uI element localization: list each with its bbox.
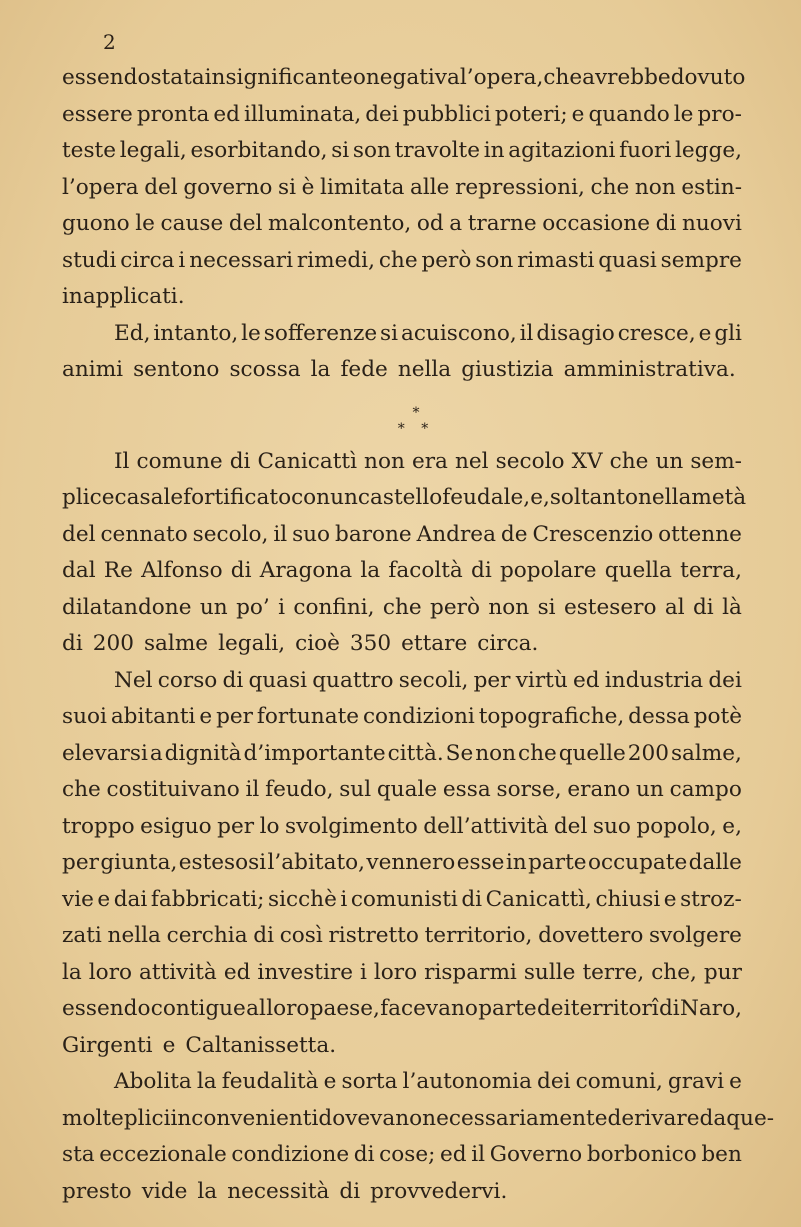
text-section-before <box>62 60 746 389</box>
body-text <box>62 60 775 1210</box>
text-line: essendo contigue al loro paese, facevano parte dei territorî di Naro, <box>62 996 742 1021</box>
text-line: sta eccezionale condizione di cose; ed il Governo borbonico ben <box>62 1142 742 1167</box>
text-line: studi circa i necessari rimedi, che però son rimasti quasi sempre <box>62 247 742 273</box>
text-line: vie e dai fabbricati; sicchè i comunisti di Canicattì, chiusi e stroz- <box>62 886 742 912</box>
text-line: plice casale fortificato con un castello feudale, e, soltanto nella metà <box>62 485 747 510</box>
text-line: teste legali, esorbitando, si son travolte in agitazioni fuori legge, <box>62 138 742 163</box>
text-line: presto vide la necessità di provvedervi. <box>62 1178 508 1204</box>
text-line: dilatandone un po’ i confini, che però non si estesero al di là <box>62 594 742 620</box>
text-line: per giunta, estesosi l’abitato, vennero esse in parte occupate dalle <box>62 850 742 875</box>
paragraph <box>62 444 747 663</box>
text-line: inapplicati. <box>62 284 185 309</box>
text-line: Girgenti e Caltanissetta. <box>62 1032 337 1058</box>
text-line: Abolita la feudalità e sorta l’autonomia dei comuni, gravi e <box>114 1069 742 1094</box>
text-line: essendo stata insignificante o negativa l’opera, che avrebbe dovuto <box>62 65 746 90</box>
text-line: guono le cause del malcontento, od a trarne occasione di nuovi <box>62 211 742 236</box>
text-line: di 200 salme legali, cioè 350 ettare circa. <box>62 631 539 656</box>
text-line: Nel corso di quasi quattro secoli, per virtù ed industria dei <box>114 667 742 693</box>
paragraph <box>62 1064 775 1210</box>
text-line: suoi abitanti e per fortunate condizioni topografiche, dessa potè <box>62 704 742 729</box>
page-number: 2 <box>103 30 116 54</box>
asterism <box>62 389 742 444</box>
text-line: zati nella cerchia di così ristretto territorio, dovettero svolgere <box>62 923 742 948</box>
text-line: la loro attività ed investire i loro risparmi sulle terre, che, pur <box>62 959 742 985</box>
text-line: molteplici inconvenienti dovevano necessariamente derivare da que- <box>62 1105 775 1131</box>
text-line: troppo esiguo per lo svolgimento dell’attività del suo popolo, e, <box>62 813 742 839</box>
text-line: Il comune di Canicattì non era nel secolo XV che un sem- <box>114 448 742 474</box>
asterism-bottom: * * <box>397 420 435 437</box>
paragraph <box>62 663 742 1065</box>
text-line: l’opera del governo si è limitata alle repressioni, che non estin- <box>62 174 742 200</box>
text-line: del cennato secolo, il suo barone Andrea de Crescenzio ottenne <box>62 521 742 547</box>
text-line: animi sentono scossa la fede nella giustizia amministrativa. <box>62 357 736 382</box>
text-line: che costituivano il feudo, sul quale essa sorse, erano un campo <box>62 777 742 802</box>
asterism-top: * <box>412 404 420 421</box>
paragraph <box>62 316 742 389</box>
text-section-after <box>62 444 775 1211</box>
text-line: elevarsi a dignità d’importante città. Se non che quelle 200 salme, <box>62 740 742 766</box>
text-line: essere pronta ed illuminata, dei pubblici poteri; e quando le pro- <box>62 101 742 127</box>
text-line: dal Re Alfonso di Aragona la facoltà di popolare quella terra, <box>62 558 742 583</box>
paragraph <box>62 60 746 316</box>
text-line: Ed, intanto, le sofferenze si acuiscono, il disagio cresce, e gli <box>114 320 742 346</box>
